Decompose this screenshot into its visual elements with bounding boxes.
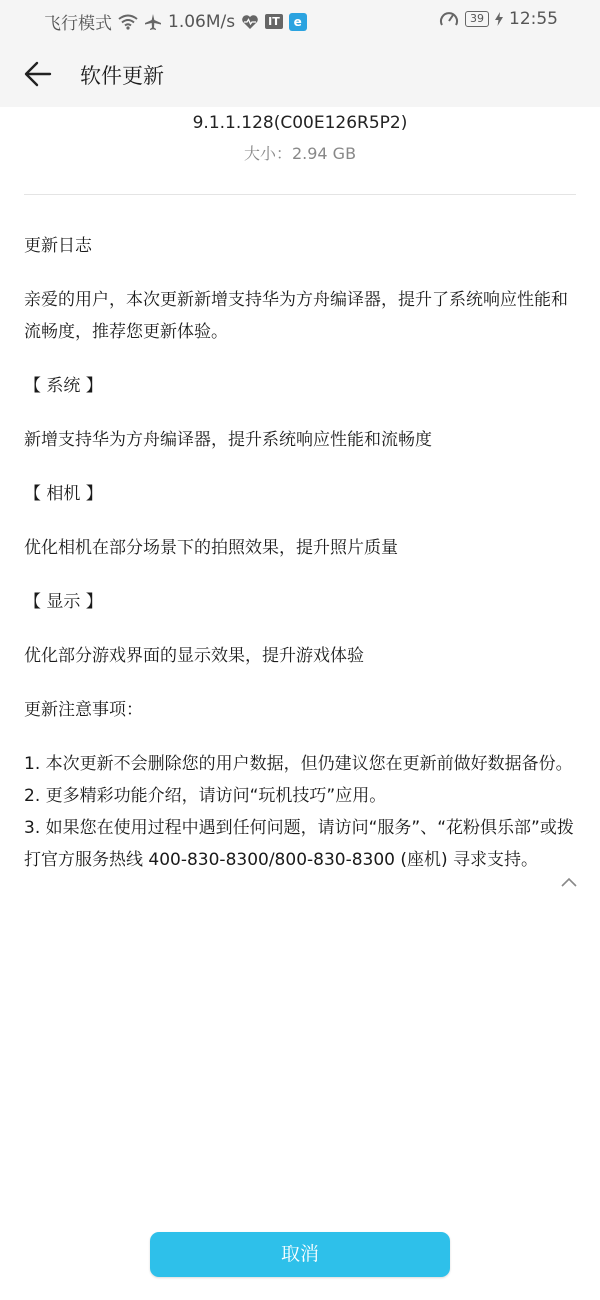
notes-heading: 更新注意事项：: [24, 700, 143, 720]
list-item: 3. 如果您在使用过程中遇到任何问题，请访问“服务”、“花粉俱乐部”或拨打官方服务热线 400-830-8300/800-830-8300 (座机) 寻求支持。: [24, 818, 574, 870]
changelog-heading: 更新日志: [24, 236, 92, 256]
speedometer-icon: [439, 10, 459, 28]
section-title-system: 【 系统 】: [24, 376, 103, 396]
battery-icon: 39: [465, 11, 489, 27]
notes-list: [24, 748, 580, 876]
list-item: 2. 更多精彩功能介绍，请访问“玩机技巧”应用。: [24, 786, 387, 806]
arrow-left-icon: [20, 56, 56, 92]
charging-icon: [495, 12, 503, 26]
divider: [24, 194, 576, 195]
section-body-display: 优化部分游戏界面的显示效果，提升游戏体验: [24, 646, 364, 666]
status-bar-left: [44, 9, 307, 34]
it-home-icon: IT: [265, 14, 283, 29]
back-button[interactable]: [20, 56, 56, 92]
page-title: 软件更新: [80, 64, 164, 88]
app-header: [0, 40, 600, 107]
status-bar: [0, 0, 600, 40]
carrier-label: 飞行模式: [44, 14, 112, 34]
clock: 12:55: [509, 9, 558, 29]
section-body-camera: 优化相机在部分场景下的拍照效果，提升照片质量: [24, 538, 398, 558]
heart-rate-icon: [241, 14, 259, 30]
changelog-intro: 亲爱的用户，本次更新新增支持华为方舟编译器，提升了系统响应性能和流畅度，推荐您更新体验。: [24, 290, 568, 342]
changelog: [24, 230, 580, 876]
browser-e-icon: e: [289, 13, 307, 31]
status-bar-right: [439, 9, 558, 29]
section-title-display: 【 显示 】: [24, 592, 103, 612]
update-size: 大小：2.94 GB: [243, 144, 357, 163]
chevron-up-icon[interactable]: [560, 874, 578, 888]
section-body-system: 新增支持华为方舟编译器，提升系统响应性能和流畅度: [24, 430, 432, 450]
wifi-icon: [118, 14, 138, 30]
list-item: 1. 本次更新不会删除您的用户数据，但仍建议您在更新前做好数据备份。: [24, 754, 573, 774]
network-speed: 1.06M/s: [168, 11, 236, 32]
version-number: 9.1.1.128(C00E126R5P2): [192, 113, 408, 133]
section-title-camera: 【 相机 】: [24, 484, 103, 504]
cancel-button[interactable]: 取消: [150, 1232, 450, 1277]
airplane-icon: [144, 13, 162, 31]
